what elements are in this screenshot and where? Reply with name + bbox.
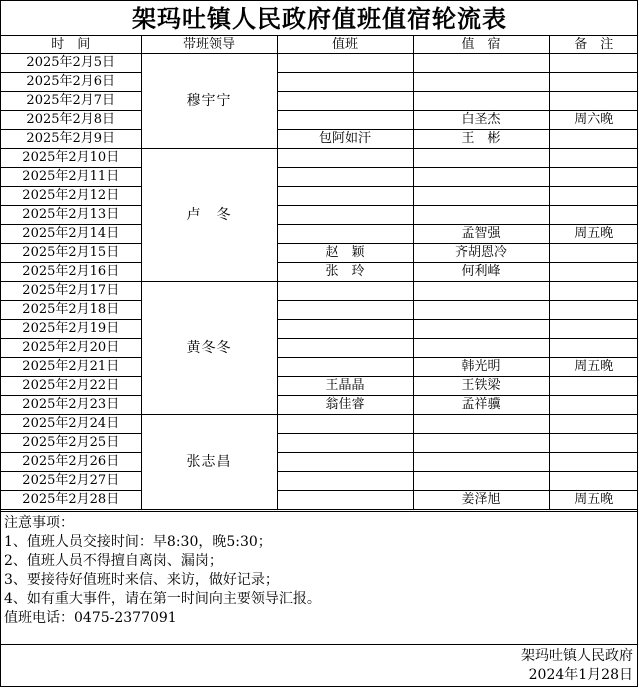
- table-row: [1, 73, 638, 92]
- night-cell: [413, 149, 549, 168]
- table-row: [1, 187, 638, 206]
- date-cell: 2025年2月12日: [1, 187, 141, 206]
- table-row: [1, 225, 638, 244]
- date-cell: 2025年2月19日: [1, 320, 141, 339]
- night-cell: [413, 472, 549, 491]
- notes-item: 3、要接待好值班时来信、来访，做好记录；: [4, 572, 279, 588]
- date-cell: 2025年2月14日: [1, 225, 141, 244]
- date-cell: 2025年2月15日: [1, 244, 141, 263]
- night-cell: 孟智强: [413, 225, 549, 244]
- remark-cell: [549, 396, 638, 415]
- duty-cell: [277, 73, 413, 92]
- remark-cell: [549, 434, 638, 453]
- footer: [521, 647, 633, 685]
- table-row: [1, 282, 638, 301]
- night-cell: 白圣杰: [413, 111, 549, 130]
- roster-body: [1, 54, 638, 510]
- date-cell: 2025年2月26日: [1, 453, 141, 472]
- duty-cell: [277, 453, 413, 472]
- night-cell: [413, 301, 549, 320]
- duty-phone: 值班电话：0475-2377091: [4, 610, 177, 626]
- duty-cell: [277, 434, 413, 453]
- notes-item: 1、值班人员交接时间：早8:30，晚5:30；: [4, 534, 272, 550]
- duty-cell: 赵 颖: [277, 244, 413, 263]
- table-row: [1, 377, 638, 396]
- date-cell: 2025年2月6日: [1, 73, 141, 92]
- table-row: [1, 453, 638, 472]
- date-cell: 2025年2月13日: [1, 206, 141, 225]
- notes-item: 4、如有重大事件，请在第一时间向主要领导汇报。: [4, 591, 321, 607]
- remark-cell: [549, 73, 638, 92]
- duty-cell: [277, 491, 413, 510]
- night-cell: [413, 434, 549, 453]
- duty-cell: [277, 358, 413, 377]
- duty-cell: [277, 320, 413, 339]
- duty-cell: [277, 415, 413, 434]
- date-cell: 2025年2月10日: [1, 149, 141, 168]
- duty-cell: 包阿如汗: [277, 130, 413, 149]
- night-cell: [413, 206, 549, 225]
- remark-cell: [549, 244, 638, 263]
- notes-item: 2、值班人员不得擅自离岗、漏岗；: [4, 553, 223, 569]
- night-cell: [413, 54, 549, 73]
- date-cell: 2025年2月8日: [1, 111, 141, 130]
- leader-cell: 卢 冬: [141, 149, 277, 282]
- remark-cell: 周五晚: [549, 491, 638, 510]
- table-row: [1, 339, 638, 358]
- table-row: [1, 491, 638, 510]
- remark-cell: [549, 263, 638, 282]
- remark-cell: [549, 168, 638, 187]
- night-cell: [413, 320, 549, 339]
- date-cell: 2025年2月23日: [1, 396, 141, 415]
- duty-cell: [277, 92, 413, 111]
- notes-heading: 注意事项：: [4, 515, 74, 531]
- table-row: [1, 358, 638, 377]
- table-row: [1, 92, 638, 111]
- night-cell: [413, 73, 549, 92]
- remark-cell: [549, 453, 638, 472]
- night-cell: [413, 282, 549, 301]
- night-cell: [413, 339, 549, 358]
- date-cell: 2025年2月25日: [1, 434, 141, 453]
- duty-cell: [277, 168, 413, 187]
- table-row: [1, 54, 638, 73]
- remark-cell: 周五晚: [549, 358, 638, 377]
- remark-cell: [549, 54, 638, 73]
- date-cell: 2025年2月18日: [1, 301, 141, 320]
- night-cell: [413, 92, 549, 111]
- date-cell: 2025年2月11日: [1, 168, 141, 187]
- duty-cell: [277, 187, 413, 206]
- duty-cell: [277, 149, 413, 168]
- header-duty: 值班: [277, 36, 413, 54]
- table-row: [1, 149, 638, 168]
- header-night: 值 宿: [413, 36, 549, 54]
- duty-cell: [277, 282, 413, 301]
- header-leader: 带班领导: [141, 36, 277, 54]
- night-cell: 何利峰: [413, 263, 549, 282]
- night-cell: 齐胡恩冷: [413, 244, 549, 263]
- date-cell: 2025年2月27日: [1, 472, 141, 491]
- remark-cell: 周五晚: [549, 225, 638, 244]
- date-cell: 2025年2月28日: [1, 491, 141, 510]
- duty-cell: [277, 54, 413, 73]
- night-cell: 王 彬: [413, 130, 549, 149]
- night-cell: [413, 187, 549, 206]
- night-cell: 孟祥骥: [413, 396, 549, 415]
- table-row: [1, 244, 638, 263]
- duty-cell: [277, 206, 413, 225]
- table-row: [1, 168, 638, 187]
- remark-cell: 周六晚: [549, 111, 638, 130]
- duty-cell: [277, 225, 413, 244]
- remark-cell: [549, 472, 638, 491]
- date-cell: 2025年2月22日: [1, 377, 141, 396]
- remark-cell: [549, 187, 638, 206]
- night-cell: [413, 453, 549, 472]
- table-row: [1, 396, 638, 415]
- remark-cell: [549, 377, 638, 396]
- remark-cell: [549, 415, 638, 434]
- remark-cell: [549, 282, 638, 301]
- duty-cell: 翁佳睿: [277, 396, 413, 415]
- table-row: [1, 130, 638, 149]
- date-cell: 2025年2月5日: [1, 54, 141, 73]
- remark-cell: [549, 320, 638, 339]
- remark-cell: [549, 339, 638, 358]
- duty-cell: [277, 111, 413, 130]
- leader-cell: 黄冬冬: [141, 282, 277, 415]
- date-cell: 2025年2月9日: [1, 130, 141, 149]
- date-cell: 2025年2月20日: [1, 339, 141, 358]
- remark-cell: [549, 92, 638, 111]
- night-cell: 韩光明: [413, 358, 549, 377]
- table-row: [1, 206, 638, 225]
- header-row: [1, 36, 638, 54]
- date-cell: 2025年2月17日: [1, 282, 141, 301]
- remark-cell: [549, 301, 638, 320]
- remark-cell: [549, 149, 638, 168]
- table-row: [1, 434, 638, 453]
- table-row: [1, 301, 638, 320]
- duty-cell: [277, 339, 413, 358]
- roster-table: [1, 36, 638, 510]
- duty-cell: [277, 301, 413, 320]
- header-remark: 备 注: [549, 36, 638, 54]
- night-cell: 王铁梁: [413, 377, 549, 396]
- date-cell: 2025年2月21日: [1, 358, 141, 377]
- page-title: 架玛吐镇人民政府值班值宿轮流表: [1, 1, 638, 36]
- footer-date: 2024年1月28日: [528, 667, 633, 683]
- notes-section: [1, 511, 638, 645]
- table-row: [1, 415, 638, 434]
- date-cell: 2025年2月16日: [1, 263, 141, 282]
- duty-cell: 王晶晶: [277, 377, 413, 396]
- table-row: [1, 263, 638, 282]
- duty-cell: 张 玲: [277, 263, 413, 282]
- duty-cell: [277, 472, 413, 491]
- night-cell: 姜泽旭: [413, 491, 549, 510]
- night-cell: [413, 415, 549, 434]
- date-cell: 2025年2月24日: [1, 415, 141, 434]
- night-cell: [413, 168, 549, 187]
- date-cell: 2025年2月7日: [1, 92, 141, 111]
- footer-org: 架玛吐镇人民政府: [521, 648, 633, 664]
- table-row: [1, 472, 638, 491]
- table-row: [1, 320, 638, 339]
- remark-cell: [549, 130, 638, 149]
- remark-cell: [549, 206, 638, 225]
- leader-cell: 穆宇宁: [141, 54, 277, 149]
- header-time: 时 间: [1, 36, 141, 54]
- leader-cell: 张志昌: [141, 415, 277, 510]
- table-row: [1, 111, 638, 130]
